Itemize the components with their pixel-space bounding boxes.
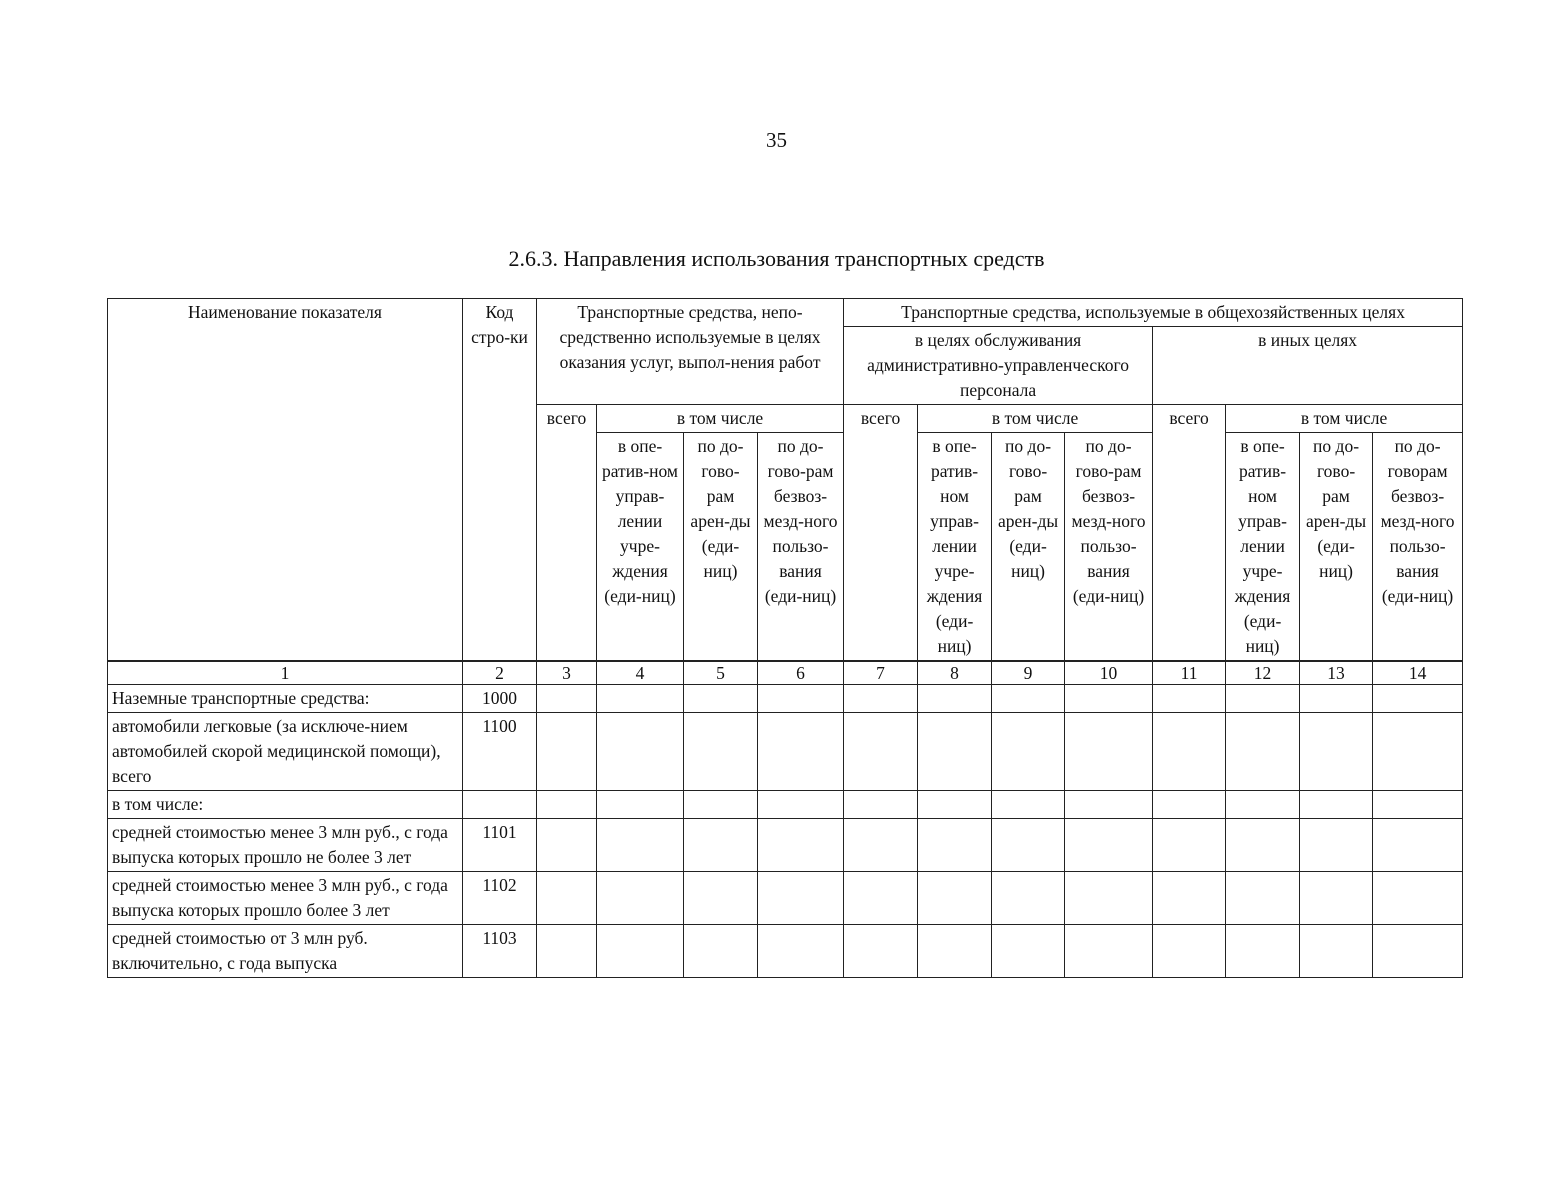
header-including-c: в том числе bbox=[1226, 405, 1463, 433]
input-cell[interactable] bbox=[1226, 791, 1300, 819]
header-lease-b: по до-гово-рам арен-ды (еди-ниц) bbox=[992, 433, 1065, 662]
input-cell[interactable] bbox=[1226, 685, 1300, 713]
column-number: 5 bbox=[684, 661, 758, 685]
column-number: 11 bbox=[1153, 661, 1226, 685]
header-total-b: всего bbox=[844, 405, 918, 662]
header-free-use-a: по до-гово-рам безвоз-мезд-ного пользо-вания (еди-ниц) bbox=[758, 433, 844, 662]
input-cell[interactable] bbox=[844, 685, 918, 713]
input-cell[interactable] bbox=[597, 872, 684, 925]
row-code: 1102 bbox=[463, 872, 537, 925]
row-name: автомобили легковые (за исключе-нием автомобилей скорой медицинской помощи), всего bbox=[108, 713, 463, 791]
column-number: 13 bbox=[1300, 661, 1373, 685]
input-cell[interactable] bbox=[537, 791, 597, 819]
input-cell[interactable] bbox=[1065, 872, 1153, 925]
header-operative-b: в опе-ратив-ном управ-лении учре-ждения (еди-ниц) bbox=[918, 433, 992, 662]
input-cell[interactable] bbox=[1373, 685, 1463, 713]
input-cell[interactable] bbox=[1226, 819, 1300, 872]
input-cell[interactable] bbox=[597, 713, 684, 791]
column-number: 9 bbox=[992, 661, 1065, 685]
header-operative-c: в опе-ратив-ном управ-лении учре-ждения (еди-ниц) bbox=[1226, 433, 1300, 662]
input-cell[interactable] bbox=[1153, 819, 1226, 872]
header-code: Код стро-ки bbox=[463, 299, 537, 662]
input-cell[interactable] bbox=[1300, 685, 1373, 713]
input-cell[interactable] bbox=[684, 925, 758, 978]
row-code: 1000 bbox=[463, 685, 537, 713]
input-cell[interactable] bbox=[1226, 925, 1300, 978]
table-row bbox=[108, 819, 1463, 872]
input-cell[interactable] bbox=[1300, 925, 1373, 978]
input-cell[interactable] bbox=[1373, 713, 1463, 791]
input-cell[interactable] bbox=[918, 713, 992, 791]
input-cell[interactable] bbox=[844, 791, 918, 819]
input-cell[interactable] bbox=[758, 925, 844, 978]
table-row bbox=[108, 872, 1463, 925]
header-lease-c: по до-гово-рам арен-ды (еди-ниц) bbox=[1300, 433, 1373, 662]
input-cell[interactable] bbox=[597, 791, 684, 819]
row-code bbox=[463, 791, 537, 819]
row-name: в том числе: bbox=[108, 791, 463, 819]
vehicle-usage-table bbox=[107, 298, 1463, 978]
header-including-a: в том числе bbox=[597, 405, 844, 433]
input-cell[interactable] bbox=[844, 819, 918, 872]
input-cell[interactable] bbox=[1065, 713, 1153, 791]
input-cell[interactable] bbox=[1065, 791, 1153, 819]
input-cell[interactable] bbox=[684, 872, 758, 925]
input-cell[interactable] bbox=[1226, 713, 1300, 791]
header-lease-a: по до-гово-рам арен-ды (еди-ниц) bbox=[684, 433, 758, 662]
input-cell[interactable] bbox=[1300, 713, 1373, 791]
input-cell[interactable] bbox=[758, 685, 844, 713]
input-cell[interactable] bbox=[992, 791, 1065, 819]
table-row bbox=[108, 925, 1463, 978]
input-cell[interactable] bbox=[992, 819, 1065, 872]
input-cell[interactable] bbox=[1373, 872, 1463, 925]
input-cell[interactable] bbox=[992, 685, 1065, 713]
input-cell[interactable] bbox=[992, 925, 1065, 978]
input-cell[interactable] bbox=[918, 791, 992, 819]
input-cell[interactable] bbox=[1065, 925, 1153, 978]
input-cell[interactable] bbox=[844, 872, 918, 925]
row-code: 1101 bbox=[463, 819, 537, 872]
header-group-admin: в целях обслуживания административно-управленческого персонала bbox=[844, 327, 1153, 405]
input-cell[interactable] bbox=[1300, 791, 1373, 819]
input-cell[interactable] bbox=[758, 872, 844, 925]
input-cell[interactable] bbox=[918, 925, 992, 978]
input-cell[interactable] bbox=[597, 925, 684, 978]
header-operative-a: в опе-ратив-ном управ-лении учре-ждения (еди-ниц) bbox=[597, 433, 684, 662]
header-total-a: всего bbox=[537, 405, 597, 662]
input-cell[interactable] bbox=[597, 819, 684, 872]
table-row bbox=[108, 685, 1463, 713]
column-number: 6 bbox=[758, 661, 844, 685]
column-number: 14 bbox=[1373, 661, 1463, 685]
input-cell[interactable] bbox=[1373, 819, 1463, 872]
table-row bbox=[108, 791, 1463, 819]
row-name: Наземные транспортные средства: bbox=[108, 685, 463, 713]
header-group-other: в иных целях bbox=[1153, 327, 1463, 405]
input-cell[interactable] bbox=[537, 872, 597, 925]
input-cell[interactable] bbox=[537, 925, 597, 978]
header-group-general: Транспортные средства, используемые в общехозяйственных целях bbox=[844, 299, 1463, 327]
input-cell[interactable] bbox=[758, 791, 844, 819]
input-cell[interactable] bbox=[1065, 819, 1153, 872]
input-cell[interactable] bbox=[992, 713, 1065, 791]
input-cell[interactable] bbox=[684, 791, 758, 819]
header-row-1 bbox=[108, 299, 1463, 327]
input-cell[interactable] bbox=[844, 713, 918, 791]
input-cell[interactable] bbox=[537, 819, 597, 872]
page-number: 35 bbox=[766, 128, 787, 152]
input-cell[interactable] bbox=[1065, 685, 1153, 713]
header-indicator: Наименование показателя bbox=[108, 299, 463, 662]
table-row bbox=[108, 713, 1463, 791]
input-cell[interactable] bbox=[1373, 791, 1463, 819]
input-cell[interactable] bbox=[597, 685, 684, 713]
input-cell[interactable] bbox=[918, 819, 992, 872]
input-cell[interactable] bbox=[1153, 872, 1226, 925]
row-name: средней стоимостью менее 3 млн руб., с года выпуска которых прошло не более 3 лет bbox=[108, 819, 463, 872]
header-free-use-b: по до-гово-рам безвоз-мезд-ного пользо-вания (еди-ниц) bbox=[1065, 433, 1153, 662]
header-group-direct: Транспортные средства, непо-средственно используемые в целях оказания услуг, выпол-нения работ bbox=[537, 299, 844, 405]
column-number: 10 bbox=[1065, 661, 1153, 685]
column-number: 12 bbox=[1226, 661, 1300, 685]
input-cell[interactable] bbox=[918, 685, 992, 713]
row-code: 1103 bbox=[463, 925, 537, 978]
column-number: 1 bbox=[108, 661, 463, 685]
column-number: 7 bbox=[844, 661, 918, 685]
input-cell[interactable] bbox=[758, 819, 844, 872]
input-cell[interactable] bbox=[1153, 925, 1226, 978]
input-cell[interactable] bbox=[1300, 819, 1373, 872]
input-cell[interactable] bbox=[1300, 872, 1373, 925]
column-number-row bbox=[108, 661, 1463, 685]
input-cell[interactable] bbox=[992, 872, 1065, 925]
input-cell[interactable] bbox=[684, 713, 758, 791]
column-number: 2 bbox=[463, 661, 537, 685]
column-number: 8 bbox=[918, 661, 992, 685]
row-code: 1100 bbox=[463, 713, 537, 791]
row-name: средней стоимостью менее 3 млн руб., с года выпуска которых прошло более 3 лет bbox=[108, 872, 463, 925]
column-number: 3 bbox=[537, 661, 597, 685]
row-name: средней стоимостью от 3 млн руб. включительно, с года выпуска bbox=[108, 925, 463, 978]
header-free-use-c: по до-говорам безвоз-мезд-ного пользо-вания (еди-ниц) bbox=[1373, 433, 1463, 662]
header-including-b: в том числе bbox=[918, 405, 1153, 433]
header-total-c: всего bbox=[1153, 405, 1226, 662]
input-cell[interactable] bbox=[684, 819, 758, 872]
input-cell[interactable] bbox=[537, 713, 597, 791]
input-cell[interactable] bbox=[1153, 791, 1226, 819]
input-cell[interactable] bbox=[1373, 925, 1463, 978]
input-cell[interactable] bbox=[537, 685, 597, 713]
input-cell[interactable] bbox=[1226, 872, 1300, 925]
input-cell[interactable] bbox=[684, 685, 758, 713]
input-cell[interactable] bbox=[1153, 713, 1226, 791]
input-cell[interactable] bbox=[1153, 685, 1226, 713]
section-title: 2.6.3. Направления использования транспортных средств bbox=[508, 246, 1045, 271]
column-number: 4 bbox=[597, 661, 684, 685]
input-cell[interactable] bbox=[844, 925, 918, 978]
input-cell[interactable] bbox=[758, 713, 844, 791]
input-cell[interactable] bbox=[918, 872, 992, 925]
